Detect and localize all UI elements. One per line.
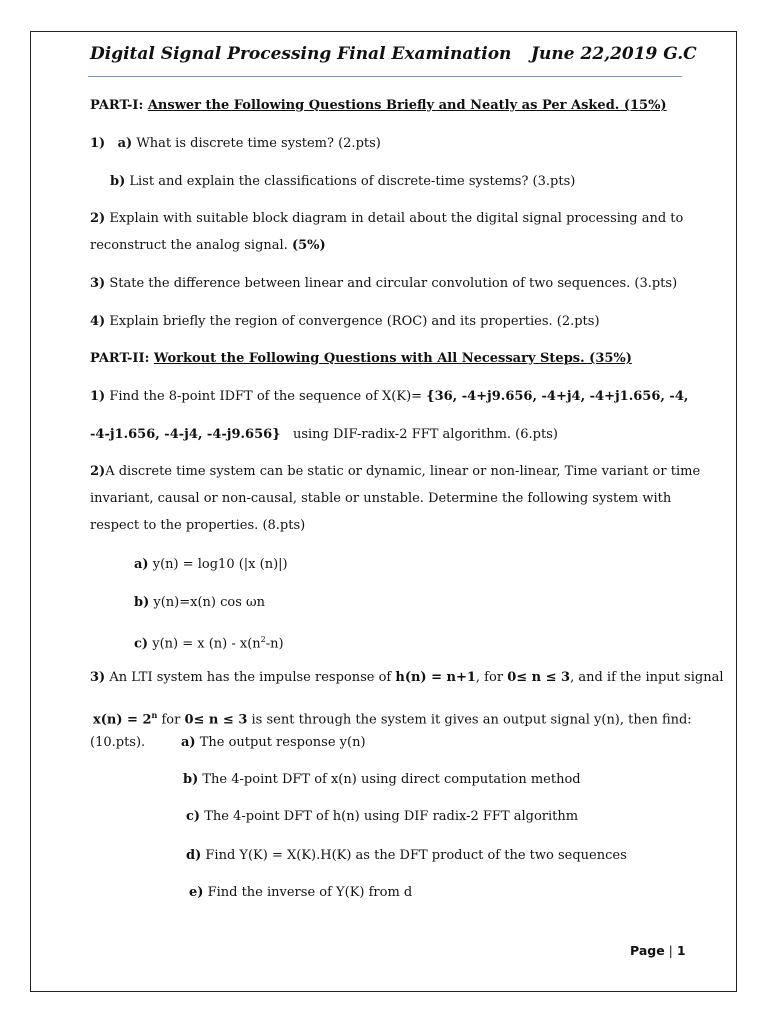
p2-q2-line1: 2)A discrete time system can be static or dynamic, linear or non-linear, Time variant or time (90, 464, 701, 479)
part1-heading: PART-I: Answer the Following Questions Briefly and Neatly as Per Asked. (15%) (90, 98, 667, 113)
p2-q2c: c) y(n) = x $(n) - x(n^2-n)$ (134, 635, 284, 652)
page-label: Page (630, 943, 665, 958)
p1-q1a: 1) a) What is discrete time system? (2.pts) (90, 136, 381, 151)
part1-label: PART-I (90, 98, 139, 113)
exam-title: Digital Signal Processing Final Examination (90, 44, 512, 64)
p2-q3d: d) Find Y(K) = X(K).H(K) as the DFT product of the two sequences (186, 848, 627, 863)
p1-q2-line2: reconstruct the analog signal. (5%) (90, 238, 326, 253)
p2-q2a: a) y(n) = log10 (|x (n)|) (134, 557, 288, 572)
p2-q2-line2: invariant, causal or non-causal, stable or unstable. Determine the following system with (90, 491, 672, 506)
page-number: 1 (676, 943, 686, 958)
p2-q2b: b) y(n)=x(n) cos ωn (134, 595, 266, 610)
p2-q3-line2: $x(n) = 2^n$ for 0≤ n ≤ 3 is sent through the system it gives an output signal y(n), then find: (93, 710, 692, 728)
page-footer: Page | 1 (630, 943, 686, 958)
header-divider (88, 76, 682, 77)
p1-q1b: b) List and explain the classifications of discrete-time systems? (3.pts) (110, 174, 576, 189)
part2-instructions: Workout the Following Questions with All Necessary Steps. (35%) (153, 351, 632, 366)
exam-date: June 22,2019 G.C (531, 44, 697, 64)
p2-q1-line2: -4-j1.656, -4-j4, -4-j9.656} using DIF-radix-2 FFT algorithm. (6.pts) (90, 427, 558, 442)
p1-q2-line1: 2) Explain with suitable block diagram in detail about the digital signal processing and to (90, 211, 684, 226)
p1-q4: 4) Explain briefly the region of convergence (ROC) and its properties. (2.pts) (90, 314, 600, 329)
part2-heading: PART-II: Workout the Following Questions with All Necessary Steps. (35%) (90, 351, 632, 366)
p2-q3-line1: 3) An LTI system has the impulse response of h(n) = n+1, for 0≤ n ≤ 3, and if the input signal (90, 670, 724, 685)
p2-q3a: a) The output response y(n) (181, 735, 366, 750)
p1-q3: 3) State the difference between linear and circular convolution of two sequences. (3.pts) (90, 276, 678, 291)
p2-q3e: e) Find the inverse of Y(K) from d (189, 885, 413, 900)
p2-q3c: c) The 4-point DFT of h(n) using DIF radix-2 FFT algorithm (186, 809, 579, 824)
p2-q3-line3: (10.pts). (90, 735, 146, 750)
p2-q1-line1: 1) Find the 8-point IDFT of the sequence of X(K)= {36, -4+j9.656, -4+j4, -4+j1.656, -4, (90, 389, 689, 404)
part1-instructions: Answer the Following Questions Briefly and Neatly as Per Asked. (15%) (147, 98, 667, 113)
p2-q2-line3: respect to the properties. (8.pts) (90, 518, 306, 533)
p2-q3b: b) The 4-point DFT of x(n) using direct computation method (183, 772, 581, 787)
part2-label: PART-II (90, 351, 145, 366)
